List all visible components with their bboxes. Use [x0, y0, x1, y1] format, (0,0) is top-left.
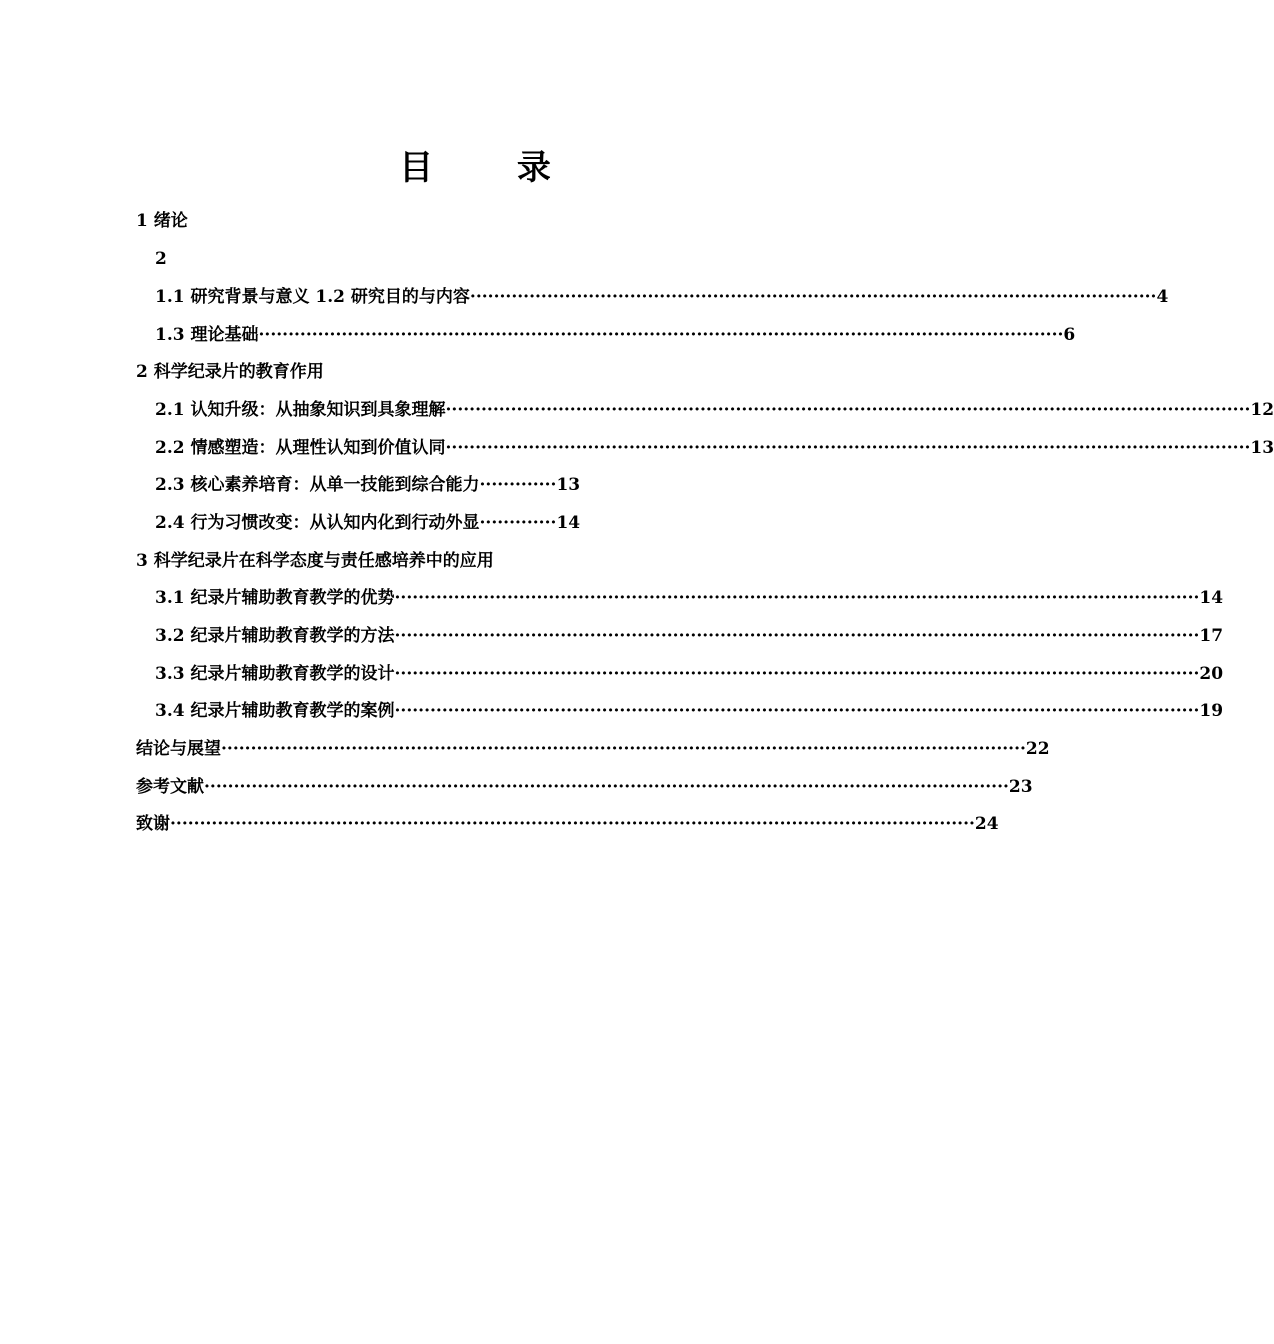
toc-leader-dots: ·················································································································· [481, 287, 1157, 307]
toc-entry-label: 2 [155, 249, 167, 269]
toc-leader-dots: ········································································································································ [170, 814, 975, 834]
toc-entry-acknowledgements[interactable] [136, 811, 999, 837]
toc-entry-page: 12 [1250, 400, 1274, 420]
toc-leader-dots: ········································································································································ [394, 664, 1200, 684]
toc-entry-3-4[interactable] [155, 698, 1224, 724]
toc-entry-1-3[interactable] [155, 322, 1076, 348]
toc-entry-label: 2.4 行为习惯改变：从认知内化到行动外显 [155, 513, 480, 533]
toc-entry-2[interactable] [155, 246, 167, 272]
toc-leader-dots: ········································································································································ [221, 739, 1026, 759]
toc-leader-dots: ········································································································································ [394, 701, 1200, 721]
toc-entry-label: 2.1 认知升级：从抽象知识到具象理解 [155, 400, 446, 420]
toc-entry-page: 17 [1199, 626, 1224, 646]
toc-entry-page: 22 [1025, 739, 1050, 759]
toc-entry-label: 参考文献 [136, 777, 204, 797]
toc-entry-chapter-2[interactable] [136, 359, 324, 385]
toc-leader-dots: ········································································································································ [394, 626, 1200, 646]
toc-entry-2-3[interactable] [155, 472, 580, 498]
toc-entry-page: 6 [1063, 325, 1076, 345]
toc-entry-chapter-3[interactable] [136, 548, 494, 574]
toc-entry-2-4[interactable] [155, 510, 580, 536]
toc-entry-label: 1.1 研究背景与意义 1.2 研究目的与内容·· [155, 287, 482, 307]
toc-entry-page: 20 [1199, 664, 1224, 684]
toc-entry-1-1[interactable] [155, 284, 1169, 310]
toc-entry-page: 14 [556, 513, 581, 533]
toc-entry-chapter-1[interactable] [136, 208, 188, 234]
toc-entry-2-1[interactable] [155, 397, 1274, 423]
toc-entry-page: 14 [1199, 588, 1224, 608]
toc-entry-label: 结论与展望 [136, 739, 221, 759]
toc-entry-references[interactable] [136, 774, 1033, 800]
toc-title: 目 录 [399, 148, 587, 188]
toc-entry-label: 3.4 纪录片辅助教育教学的案例 [155, 701, 395, 721]
toc-leader-dots: ········································································································································ [445, 438, 1251, 458]
toc-entry-2-2[interactable] [155, 435, 1274, 461]
toc-entry-3-1[interactable] [155, 585, 1224, 611]
toc-entry-label: 致谢 [136, 814, 170, 834]
toc-leader-dots: ········································································································································ [258, 325, 1064, 345]
toc-entry-label: 2 科学纪录片的教育作用 [136, 362, 324, 382]
toc-leader-dots: ········································································································································ [394, 588, 1200, 608]
toc-entry-label: 3.3 纪录片辅助教育教学的设计 [155, 664, 395, 684]
toc-leader-dots: ········································································································································ [445, 400, 1251, 420]
toc-entry-page: 19 [1199, 701, 1224, 721]
toc-entry-label: 3.2 纪录片辅助教育教学的方法 [155, 626, 395, 646]
toc-leader-dots: ············· [479, 513, 557, 533]
toc-entry-label: 2.2 情感塑造：从理性认知到价值认同 [155, 438, 446, 458]
toc-entry-3-2[interactable] [155, 623, 1224, 649]
toc-entry-conclusion[interactable] [136, 736, 1050, 762]
toc-entry-page: 24 [974, 814, 999, 834]
toc-entry-label: 1 绪论 [136, 211, 188, 231]
toc-entry-3-3[interactable] [155, 661, 1224, 687]
toc-entry-page: 23 [1008, 777, 1033, 797]
toc-entry-label: 2.3 核心素养培育：从单一技能到综合能力 [155, 475, 480, 495]
toc-entry-page: 13 [556, 475, 581, 495]
toc-entry-label: 1.3 理论基础 [155, 325, 259, 345]
toc-entry-label: 3 科学纪录片在科学态度与责任感培养中的应用 [136, 551, 494, 571]
toc-entry-page: 4 [1156, 287, 1169, 307]
toc-entry-page: 13 [1250, 438, 1274, 458]
toc-leader-dots: ········································································································································ [204, 777, 1009, 797]
toc-leader-dots: ············· [479, 475, 557, 495]
toc-entry-label: 3.1 纪录片辅助教育教学的优势 [155, 588, 395, 608]
